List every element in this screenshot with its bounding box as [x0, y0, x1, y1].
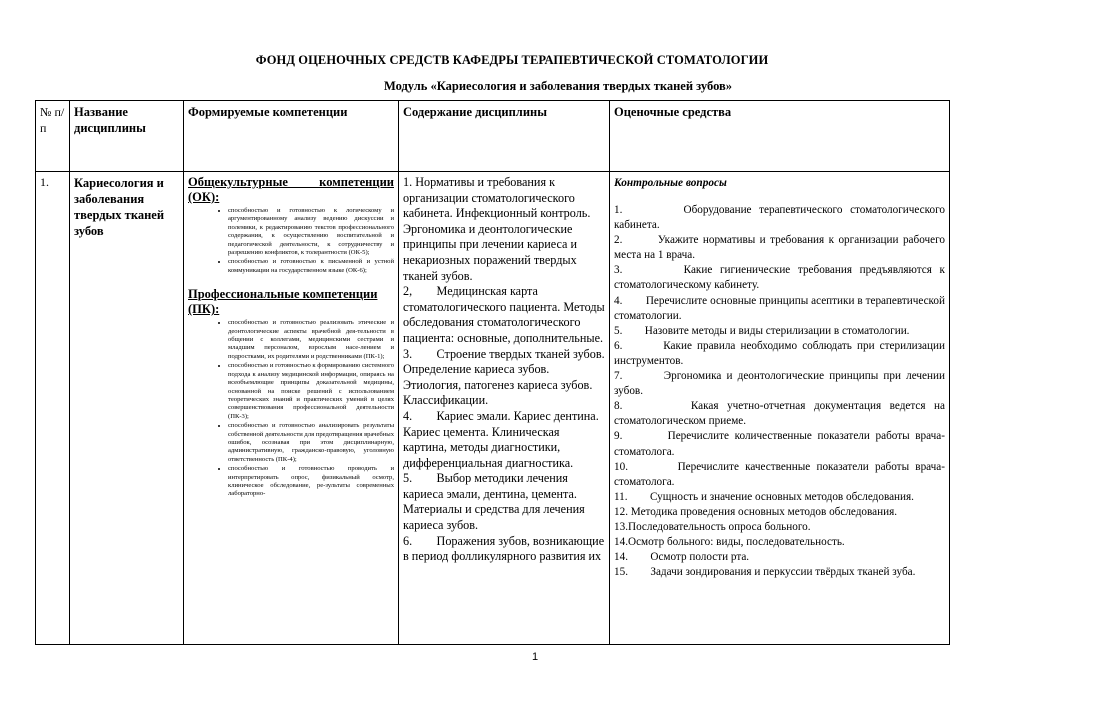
eval-list — [614, 203, 948, 580]
ok-heading: Общекультурные компетенции (ОК): — [188, 175, 394, 204]
assessment-table — [35, 100, 950, 645]
ok-competency-item: • способностью и готовностью к письменной и устной коммуникации на государственном языке (ОК-6); — [228, 258, 394, 275]
header-discipline-name: Название дисциплины — [70, 101, 184, 172]
module-subtitle: Модуль «Кариесология и заболевания твердых тканей зубов» — [383, 79, 733, 93]
control-question-item: 9. Перечислите количественные показатели работы врача-стоматолога. — [614, 430, 945, 458]
pk-competency-item: • способностью и готовностью проводить и интерпретировать опрос, физикальный осмотр, клиническое обследование, ре-зультаты современных лабораторно- — [228, 465, 394, 499]
content-item: 1. Нормативы и требования к организации стоматологического кабинета. Инфекционный контроль. Эргономика и деонтологические принципы при лечении кариеса и некариозных поражений твердых тканей зубов. — [403, 175, 594, 283]
header-evaluation: Оценочные средства — [610, 101, 950, 172]
header-content: Содержание дисциплины — [399, 101, 610, 172]
control-question-item: 5. Назовите методы и виды стерилизации в стоматологии. — [614, 324, 910, 337]
header-competencies: Формируемые компетенции — [184, 101, 399, 172]
page-number: 1 — [532, 651, 539, 663]
table-row — [36, 172, 950, 645]
header-num: № п/п — [36, 101, 70, 172]
competencies-cell — [184, 172, 399, 645]
control-question-item: 15. Задачи зондирования и перкуссии твёрдых тканей зуба. — [614, 566, 916, 579]
row-num: 1. — [36, 172, 70, 645]
content-item: 3. Строение твердых тканей зубов. Определение кариеса зубов. Этиология, патогенез кариеса зубов. Классификации. — [403, 346, 608, 408]
discipline-name: Кариесология и заболевания твердых тканей зубов — [74, 176, 165, 238]
eval-heading: Контрольные вопросы — [614, 177, 727, 189]
content-item: 5. Выбор методики лечения кариеса эмали, дентина, цемента. Материалы и средства для лечения кариеса зубов. — [403, 471, 588, 533]
content-item: 6. Поражения зубов, возникающие в период фолликулярного развития их — [403, 533, 608, 564]
ok-competency-item: • способностью и готовностью к логическому и аргументированному анализу ведению дискуссии и полемики, к редактированию текстов профессионального содержания, к осуществлению воспитательной и педагогической деятельности, к сотрудничеству и разрешению конфликтов, к толерантности (ОК-5); — [228, 207, 394, 257]
pk-competency-item: • способностью и готовностью анализировать результаты собственной деятельности для предотвращения врачебных ошибок, осознавая при этом дисциплинарную, административную, гражданско-правовую, уголовную ответственность (ПК-4); — [228, 422, 394, 464]
control-question-item: 14.Осмотр больного: виды, последовательность. — [614, 536, 845, 549]
control-question-item: 12. Методика проведения основных методов обследования. — [614, 505, 898, 518]
document-title: ФОНД ОЦЕНОЧНЫХ СРЕДСТВ КАФЕДРЫ ТЕРАПЕВТИЧЕСКОЙ СТОМАТОЛОГИИ — [255, 53, 769, 67]
content-list — [403, 175, 608, 635]
control-question-item: 8. Какая учетно-отчетная документация ведется на стоматологическом приеме. — [614, 400, 948, 428]
control-question-item: 4. Перечислите основные принципы асептики в терапевтической стоматологии. — [614, 294, 948, 322]
control-question-item: 2. Укажите нормативы и требования к организации рабочего места на 1 врача. — [614, 234, 948, 262]
pk-heading: Профессиональные компетенции (ПК): — [188, 287, 378, 317]
control-question-item: 11. Сущность и значение основных методов обследования. — [614, 490, 914, 503]
pk-competency-item: • способностью и готовностью к формированию системного подхода к анализу медицинской информации, опираясь на всеобъемлющие принципы доказательной медицины, основанной на поиске решений с использованием теоретических знаний и практических умений в целях совершенствования профессиональной деятельности (ПК-3); — [228, 362, 394, 421]
evaluation-cell — [610, 172, 950, 645]
control-question-item: 1. Оборудование терапевтического стоматологического кабинета. — [614, 204, 948, 232]
ok-list — [188, 207, 394, 275]
pk-list — [188, 319, 394, 499]
control-question-item: 10. Перечислите качественные показатели работы врача-стоматолога. — [614, 460, 945, 488]
content-cell — [399, 172, 610, 645]
pk-competency-item: • способностью и готовностью реализовать этические и деонтологические аспекты врачебной дея-тельности в общении с коллегами, медицинскими сестрами и младшим персоналом, взрослым насе-лением и подростками, их родителями и родственниками (ПК-1); — [228, 319, 394, 361]
discipline-name-cell — [70, 172, 184, 645]
control-question-item: 14. Осмотр полости рта. — [614, 551, 750, 564]
table-header-row — [36, 101, 950, 172]
control-question-item: 7. Эргономика и деонтологические принципы при лечении зубов. — [614, 370, 948, 398]
content-item: 2, Медицинская карта стоматологического пациента. Методы обследования стоматологического пациента: основные, дополнительные. — [403, 284, 608, 345]
content-item: 4. Кариес эмали. Кариес дентина. Кариес цемента. Клиническая картина, методы диагностики, дифференциальная диагностика. — [403, 408, 602, 470]
control-question-item: 3. Какие гигиенические требования предъявляются к стоматологическому кабинету. — [614, 264, 948, 292]
control-question-item: 13.Последовательность опроса больного. — [614, 520, 811, 533]
control-question-item: 6. Какие правила необходимо соблюдать при стерилизации инструментов. — [614, 339, 948, 367]
